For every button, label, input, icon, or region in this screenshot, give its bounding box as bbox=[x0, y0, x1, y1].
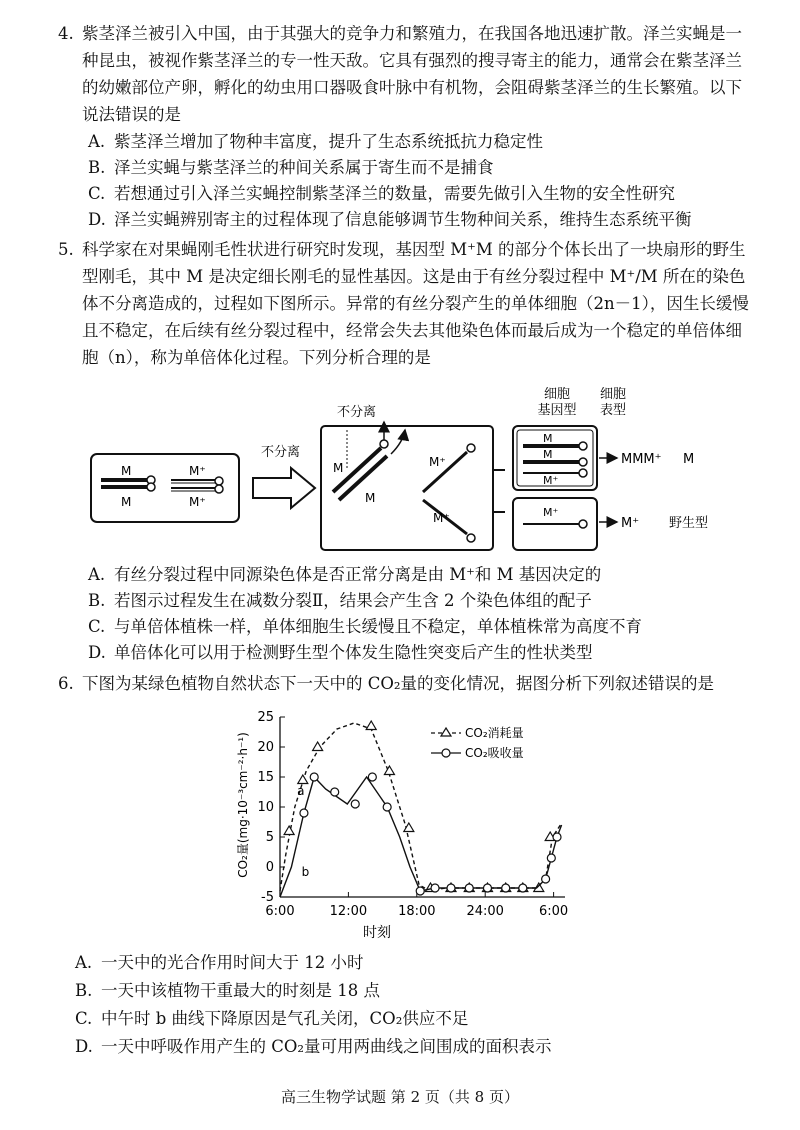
triangle-marker bbox=[284, 826, 294, 835]
circle-marker bbox=[447, 884, 455, 892]
circle-marker bbox=[465, 884, 473, 892]
label-m: M bbox=[121, 464, 132, 478]
y-tick-label: 0 bbox=[265, 860, 274, 875]
label-m: M bbox=[543, 448, 553, 461]
triangle-marker bbox=[366, 721, 376, 730]
label-m: M bbox=[365, 491, 376, 505]
label-m-plus: M⁺ bbox=[189, 464, 206, 478]
question-number: 5. bbox=[58, 240, 74, 259]
header-phenotype-1: 细胞 bbox=[599, 387, 627, 402]
label-m-plus: M⁺ bbox=[429, 455, 446, 469]
circle-marker bbox=[383, 803, 391, 811]
question-4 bbox=[58, 20, 758, 128]
x-tick-label: 6:00 bbox=[265, 904, 295, 919]
curve-label-a: a bbox=[297, 784, 305, 798]
series-line-absorption bbox=[280, 777, 562, 897]
circle-marker bbox=[519, 884, 527, 892]
legend-absorption: CO₂吸收量 bbox=[465, 746, 524, 760]
header-phenotype-2: 表型 bbox=[599, 403, 627, 418]
circle-marker bbox=[310, 773, 318, 781]
q5-option-b: B. 若图示过程发生在减数分裂Ⅱ，结果会产生含 2 个染色体组的配子 bbox=[88, 591, 592, 610]
q4-option-c: C. 若想通过引入泽兰实蝇控制紫茎泽兰的数量，需要先做引入生物的安全性研究 bbox=[88, 184, 675, 203]
label-m-plus: M⁺ bbox=[543, 474, 559, 487]
q4-option-d: D. 泽兰实蝇辨别寄主的过程体现了信息能够调节生物种间关系，维持生态系统平衡 bbox=[88, 210, 692, 229]
triangle-marker bbox=[534, 883, 544, 892]
triangle-marker bbox=[313, 742, 323, 751]
x-axis-label: 时刻 bbox=[363, 925, 391, 941]
x-tick-label: 6:00 bbox=[538, 904, 569, 919]
y-tick-label: 10 bbox=[257, 800, 274, 815]
y-tick-label: 5 bbox=[265, 830, 274, 845]
circle-marker bbox=[431, 884, 439, 892]
label-m-plus: M⁺ bbox=[189, 495, 206, 509]
circle-marker bbox=[368, 773, 376, 781]
question-stem: 科学家在对果蝇刚毛性状进行研究时发现，基因型 M⁺M 的部分个体长出了一块扇形的野生型刚毛，其中 M 是决定细长刚毛的显性基因。这是由于有丝分裂过程中 M⁺/M 所在的染色体不分离造成的，过程如下图所示。异常的有丝分裂产生的单体细胞（2n－1），因生长缓慢且不稳定，在后续有丝分裂过程中，经常会失去其他染色体而最后成为一个稳定的单倍体细胞（n），称为单倍体化过程。下列分析合理的是 bbox=[82, 240, 749, 367]
nondisjunction-diagram bbox=[85, 382, 745, 558]
q6-option-c: C. 中午时 b 曲线下降原因是气孔关闭，CO₂供应不足 bbox=[75, 1009, 469, 1028]
question-number: 4. bbox=[58, 24, 74, 43]
header-genotype-2: 基因型 bbox=[537, 403, 577, 418]
circle-marker bbox=[542, 875, 550, 883]
x-tick-label: 12:00 bbox=[329, 904, 368, 919]
question-5 bbox=[58, 236, 758, 371]
chart-legend bbox=[431, 725, 524, 760]
result-genotype-2: M⁺ bbox=[621, 516, 640, 531]
result-genotype-1: MMM⁺ bbox=[621, 452, 662, 467]
circle-marker bbox=[300, 809, 308, 817]
label-m-plus: M⁺ bbox=[433, 511, 450, 525]
triangle-marker bbox=[298, 775, 308, 784]
y-tick-label: 15 bbox=[257, 770, 274, 785]
arrow-label: 不分离 bbox=[261, 445, 301, 460]
question-number: 6. bbox=[58, 674, 74, 693]
y-tick-label: 25 bbox=[257, 710, 274, 725]
co2-chart bbox=[225, 705, 585, 945]
label-m: M bbox=[543, 432, 553, 445]
legend-consumption: CO₂消耗量 bbox=[465, 726, 524, 740]
circle-marker bbox=[416, 887, 424, 895]
dividing-cell bbox=[321, 426, 493, 550]
y-tick-label: -5 bbox=[261, 890, 274, 905]
circle-marker bbox=[553, 833, 561, 841]
legend-triangle-icon bbox=[441, 728, 451, 736]
q6-option-b: B. 一天中该植物干重最大的时刻是 18 点 bbox=[75, 981, 380, 1000]
result-phenotype-1: M bbox=[683, 452, 695, 467]
circle-marker bbox=[351, 800, 359, 808]
q6-option-a: A. 一天中的光合作用时间大于 12 小时 bbox=[75, 953, 364, 972]
triangle-marker bbox=[384, 766, 394, 775]
y-tick-label: 20 bbox=[257, 740, 274, 755]
q5-option-c: C. 与单倍体植株一样，单体细胞生长缓慢且不稳定，单体植株常为高度不育 bbox=[88, 617, 642, 636]
result-phenotype-2: 野生型 bbox=[669, 516, 709, 531]
circle-marker bbox=[483, 884, 491, 892]
q5-option-d: D. 单倍体化可以用于检测野生型个体发生隐性突变后产生的性状类型 bbox=[88, 643, 593, 662]
question-6 bbox=[58, 670, 758, 697]
legend-circle-icon bbox=[442, 749, 450, 757]
q6-option-d: D. 一天中呼吸作用产生的 CO₂量可用两曲线之间围成的面积表示 bbox=[75, 1037, 552, 1056]
label-m: M bbox=[333, 461, 344, 475]
x-tick-label: 24:00 bbox=[466, 904, 504, 919]
label-m: M bbox=[121, 495, 132, 509]
curve-label-b: b bbox=[301, 865, 310, 879]
q5-option-a: A. 有丝分裂过程中同源染色体是否正常分离是由 M⁺和 M 基因决定的 bbox=[88, 565, 602, 584]
q4-option-a: A. 紫茎泽兰增加了物种丰富度，提升了生态系统抵抗力稳定性 bbox=[88, 132, 543, 151]
page-footer: 高三生物学试题 第 2 页（共 8 页） bbox=[281, 1088, 519, 1106]
question-stem: 紫茎泽兰被引入中国，由于其强大的竞争力和繁殖力，在我国各地迅速扩散。泽兰实蝇是一种昆虫，被视作紫茎泽兰的专一性天敌。它具有强烈的搜寻寄主的能力，通常会在紫茎泽兰的幼嫩部位产卵，孵化的幼虫用口器吸食叶脉中有机物，会阻碍紫茎泽兰的生长繁殖。以下说法错误的是 bbox=[82, 24, 742, 124]
circle-marker bbox=[331, 788, 339, 796]
circle-marker bbox=[547, 854, 555, 862]
box2-label: 不分离 bbox=[337, 405, 377, 420]
question-stem: 下图为某绿色植物自然状态下一天中的 CO₂量的变化情况，据图分析下列叙述错误的是 bbox=[82, 674, 715, 693]
header-genotype-1: 细胞 bbox=[543, 387, 571, 402]
x-tick-label: 18:00 bbox=[398, 904, 436, 919]
q4-option-b: B. 泽兰实蝇与紫茎泽兰的种间关系属于寄生而不是捕食 bbox=[88, 158, 494, 177]
y-axis-label: CO₂量(mg·10⁻³cm⁻²·h⁻¹) bbox=[236, 732, 250, 878]
circle-marker bbox=[502, 884, 510, 892]
process-arrow bbox=[253, 468, 315, 508]
label-m-plus: M⁺ bbox=[543, 506, 559, 519]
